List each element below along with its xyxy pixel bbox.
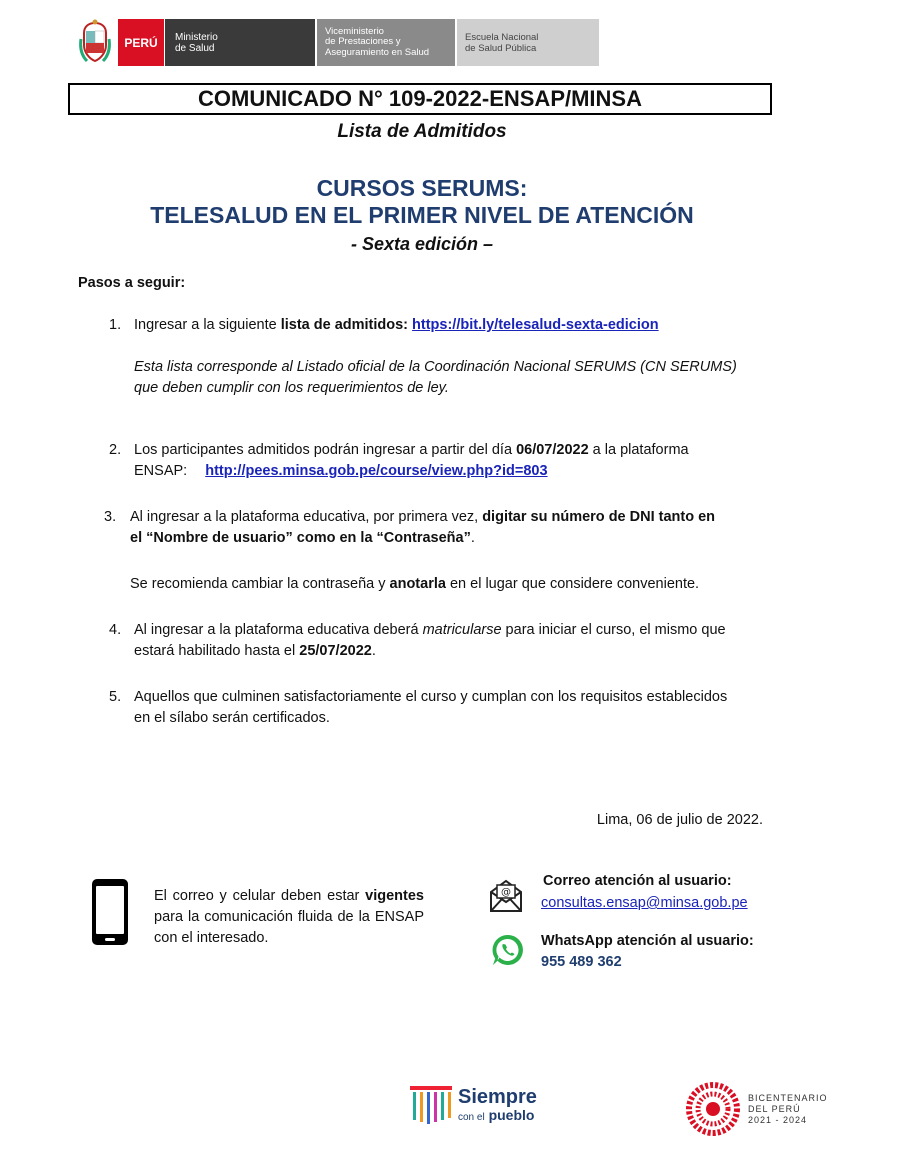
siempre-logo-icon [408,1082,454,1130]
course-title-line1: CURSOS SERUMS: [316,175,528,201]
mail-icon [488,878,524,914]
step3-text-a: Al ingresar a la plataforma educativa, por primera vez, [130,509,483,525]
step3-bold-a: digitar su número de DNI tanto en [482,509,716,525]
step2-text-c: ENSAP: [134,463,188,479]
step3-bold-b: el “Nombre de usuario” como en la “Contraseña” [130,530,471,546]
step3-rec-a: Se recomienda cambiar la contraseña y [130,576,390,592]
step4-text-c: estará habilitado hasta el [134,643,300,659]
whatsapp-number: 955 489 362 [541,954,622,970]
siempre-logo [408,1082,537,1130]
step4-number: 4. [109,622,122,638]
step1-note-line1: Esta lista corresponde al Listado oficial de la Coordinación Nacional SERUMS (CN SERUMS) [134,359,737,375]
document-title: COMUNICADO N° 109-2022-ENSAP/MINSA [68,83,772,115]
whatsapp-title: WhatsApp atención al usuario: [541,933,754,949]
school-label [457,19,599,66]
whatsapp-icon [490,932,526,968]
step2-text-a: Los participantes admitidos podrán ingresar a partir del día [134,442,517,458]
school-line1: Escuela Nacional [465,31,539,43]
bicentenario-emblem-icon [684,1080,742,1138]
phone-icon [90,877,130,947]
contact-note-b: para la comunicación fluida de la ENSAP con el interesado. [154,909,424,946]
vice-line2: de Prestaciones y [325,36,401,48]
slogan-line1: Siempre [458,1085,537,1108]
step4-line2 [134,641,376,662]
bicentenario-logo [684,1080,828,1138]
step3-rec-bold: anotarla [389,576,446,592]
step2-text-b: a la plataforma [588,442,689,458]
slogan-line2: pueblo [488,1106,535,1123]
step4-italic: matricularse [422,622,502,638]
step5-line1: Aquellos que culminen satisfactoriamente el curso y cumplan con los requisitos establecidos [134,689,728,705]
svg-text:@: @ [501,887,511,898]
slogan-small: con el [458,1111,485,1123]
vice-line1: Viceministerio [325,25,384,37]
step3-line2 [130,528,475,549]
viceministry-label [317,19,455,66]
bicent-line3: 2021 - 2024 [748,1114,808,1125]
platform-link[interactable]: http://pees.minsa.gob.pe/course/view.php?id=803 [205,463,548,479]
step4-line1 [134,620,726,641]
step1-note-line2: que deben cumplir con los requerimientos de ley. [134,380,449,396]
header-logos [78,19,599,66]
step4-text-d: . [371,643,376,659]
step1-text-a: Ingresar a la siguiente [134,317,281,333]
step3-number: 3. [104,509,117,525]
step3-recommendation [130,574,699,595]
peru-label: PERÚ [118,19,164,66]
step2-line1 [134,440,689,461]
coat-of-arms-icon [78,19,112,66]
step3-line1 [130,507,715,528]
step5-number: 5. [109,689,122,705]
bicent-line1: BICENTENARIO [748,1092,828,1103]
step5-line2: en el sílabo serán certificados. [134,710,330,726]
course-title-line2: TELESALUD EN EL PRIMER NIVEL DE ATENCIÓN [150,202,694,228]
step1-text [134,315,659,336]
support-email-link[interactable]: consultas.ensap@minsa.gob.pe [541,895,748,911]
vice-line3: Aseguramiento en Salud [325,46,430,58]
step2-number: 2. [109,442,122,458]
step3-text-b: . [470,530,475,546]
ministry-line2: de Salud [175,42,215,54]
step3-rec-b: en el lugar que considere conveniente. [445,576,700,592]
ministry-line1: Ministerio [175,31,218,43]
step1-text-bold: lista de admitidos: [280,317,409,333]
step1-number: 1. [109,317,122,333]
bicent-line2: DEL PERÚ [748,1103,801,1114]
step2-line2 [134,461,548,482]
step4-date: 25/07/2022 [299,643,372,659]
contact-note-a: El correo y celular deben estar [154,888,366,904]
steps-heading: Pasos a seguir: [78,275,186,291]
contact-note [154,886,424,949]
step4-text-b: para iniciar el curso, el mismo que [501,622,726,638]
step2-date: 06/07/2022 [516,442,589,458]
ministry-label [164,19,315,66]
school-line2: de Salud Pública [465,42,537,54]
admitted-list-link[interactable]: https://bit.ly/telesalud-sexta-edicion [412,317,659,333]
document-subtitle: Lista de Admitidos [337,121,507,142]
mail-title: Correo atención al usuario: [543,873,732,889]
edition-label: - Sexta edición – [350,234,494,254]
step4-text-a: Al ingresar a la plataforma educativa deberá [134,622,423,638]
contact-note-bold: vigentes [365,888,424,904]
date-line: Lima, 06 de julio de 2022. [596,812,763,828]
